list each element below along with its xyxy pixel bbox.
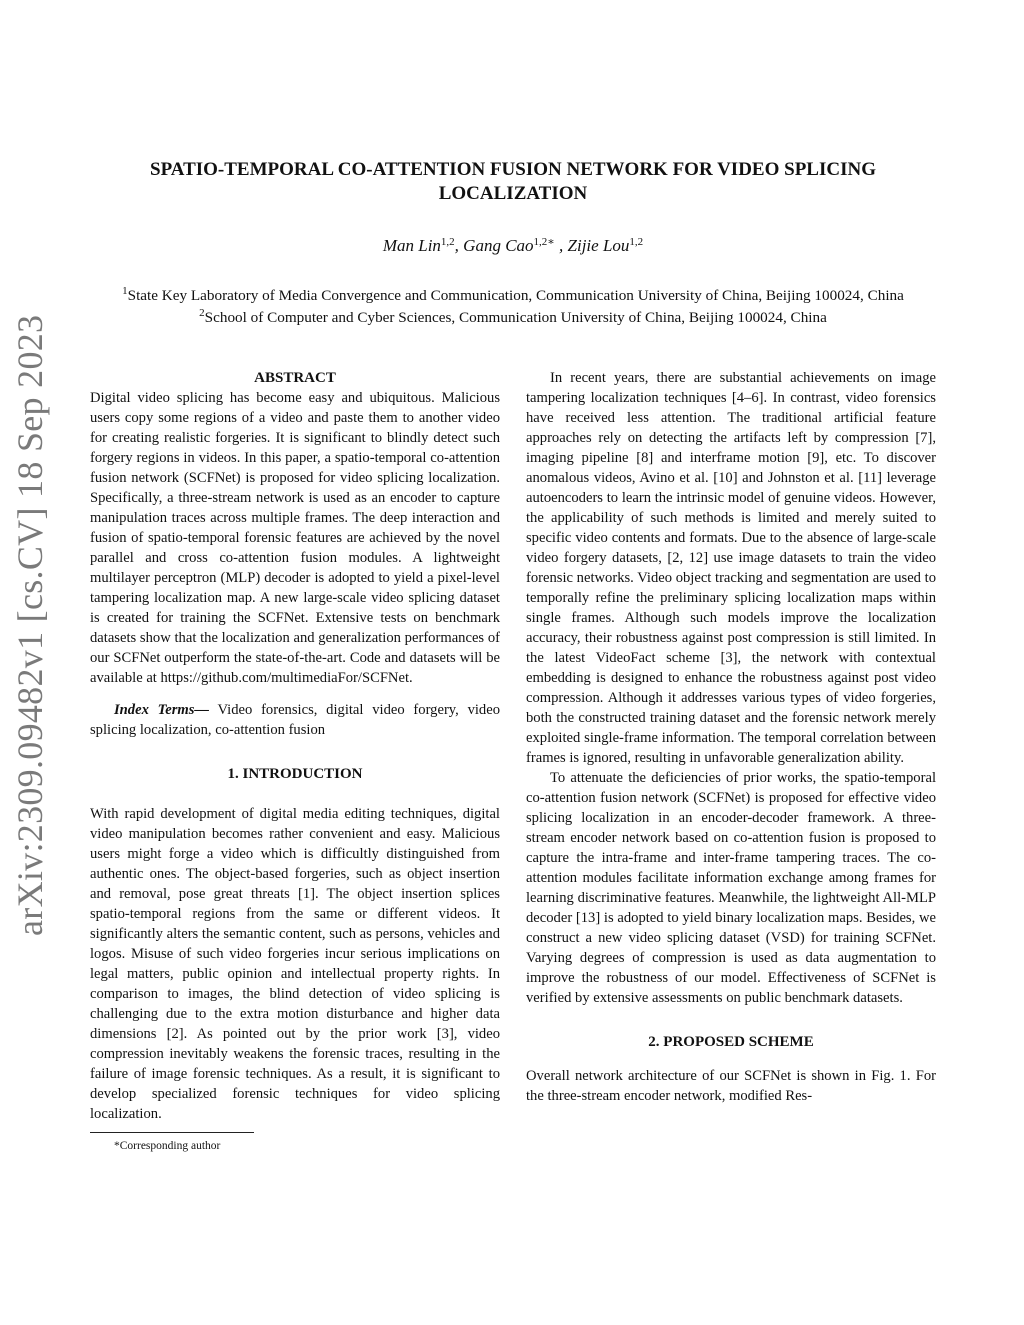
proposed-scheme-heading: 2. PROPOSED SCHEME — [648, 1034, 814, 1050]
introduction-paragraph: To attenuate the deficiencies of prior works, the spatio-temporal co-attention fusion network (SCFNet) is proposed for effective video splicing localization in an encoder-decoder framework. A three-stream encoder network based on co-attention fusion is proposed to capture the intra-frame and inter-frame tampering traces. The co-attention modules facilitate information exchange among frames for learning discriminative features. Meanwhile, the lightweight All-MLP decoder [13] is adopted to yield binary localization maps. Besides, we construct a new video splicing dataset (VSD) for training SCFNet. Varying degrees of compression is used as data augmentation to improve the robustness of our model. Effectiveness of SCFNet is verified by extensive assessments on public benchmark datasets. — [526, 770, 936, 1006]
introduction-paragraph: In recent years, there are substantial achievements on image tampering localization techniques [4–6]. In contrast, video forensics have received less attention. The traditional artificial feature approaches rely on detecting the artifacts left by compression [7], imaging pipeline [8] and interframe motion [9], etc. To discover anomalous videos, Avino et al. [10] and Johnston et al. [11] leverage autoencoders to learn the intrinsic model of genuine videos. However, the applicability of such methods is limited and merely suited to specific video contents and formats. Due to the absence of large-scale video forgery datasets, [2, 12] use image datasets to train the video forensic networks. Video object tracking and segmentation are used to temporally refine the preliminary splicing localization maps within single frames. Although such models improve the localization accuracy, their robustness against post compression is still limited. In the latest VideoFact scheme [3], the network with contextual embedding is designed to enhance the robustness against post video compression. Although it addresses various types of video forgeries, both the constructed training dataset and the forensic network merely exploited single-frame information. The temporal correlation between frames is ignored, resulting in unfavorable generalization ability. — [526, 370, 936, 766]
introduction-paragraph: With rapid development of digital media editing techniques, digital video manipulation becomes rather convenient and easy. Malicious users might forge a video which is difficultly distinguished from authentic ones. The object-based forgeries, such as object insertion and removal, pose great threats [1]. The object insertion splices spatio-temporal regions from the same or different videos. It significantly alters the semantic content, such as persons, vehicles and logos. Misuse of such video forgeries incur serious implications on legal matters, public opinion and intellectual property rights. In comparison to images, the blind detection of video splicing is challenging due to the extra motion disturbance and higher data dimensions [2]. As pointed out by the prior work [3], video compression inevitably weakens the forensic traces, resulting in the failure of image forensic techniques. As a result, it is significant to develop specialized forensic techniques for video splicing localization. — [90, 806, 500, 1122]
author-affiliation-mark: 1,2 — [440, 236, 455, 248]
author-list — [90, 230, 936, 258]
affiliation-mark: 2 — [199, 307, 205, 319]
proposed-scheme-paragraph: Overall network architecture of our SCFNet is shown in Fig. 1. For the three-stream encoder network, modified Res- — [526, 1068, 936, 1104]
author-affiliation-mark: 1,2 — [629, 236, 644, 248]
right-column — [526, 368, 936, 1106]
author-separator: , — [454, 236, 464, 255]
index-terms-label: Index Terms— — [114, 702, 209, 718]
abstract-heading: ABSTRACT — [254, 370, 336, 386]
left-column — [90, 368, 500, 1153]
paper-title: SPATIO-TEMPORAL CO-ATTENTION FUSION NETWORK FOR VIDEO SPLICING LOCALIZATION — [150, 159, 876, 204]
affiliation-text: School of Computer and Cyber Sciences, Communication University of China, Beijing 100024, China — [204, 309, 827, 326]
index-terms — [90, 700, 500, 740]
arxiv-identifier: arXiv:2309.09482v1 [cs.CV] 18 Sep 2023 — [10, 314, 50, 936]
corresponding-author-footnote: *Corresponding author — [114, 1140, 221, 1152]
affiliation-text: State Key Laboratory of Media Convergence and Communication, Communication University of China, Beijing 100024, China — [127, 287, 904, 304]
affiliation — [60, 303, 966, 328]
author-affiliation-mark: 1,2∗ — [533, 236, 555, 248]
affiliation-mark: 1 — [122, 285, 128, 297]
footnote-divider — [90, 1132, 254, 1133]
introduction-heading: 1. INTRODUCTION — [227, 766, 363, 782]
author-name: Zijie Lou — [567, 236, 630, 255]
author-separator: , — [554, 236, 568, 255]
author-name: Gang Cao — [463, 236, 534, 255]
index-terms-text: Video forensics, digital video forgery, video splicing localization, co-attention fusion — [90, 702, 501, 738]
abstract-text: Digital video splicing has become easy and ubiquitous. Malicious users copy some regions of a video and paste them to another video for creating realistic forgeries. It is significant to blindly detect such forgery regions in videos. In this paper, a spatio-temporal co-attention fusion network (SCFNet) is proposed for video splicing localization. Specifically, a three-stream network is used as an encoder to capture manipulation traces across multiple frames. The deep interaction and fusion of spatio-temporal forensic features are achieved by the novel parallel and cross co-attention fusion modules. A lightweight multilayer perceptron (MLP) decoder is adopted to yield a pixel-level tampering localization map. A new large-scale video splicing dataset is created for training the SCFNet. Extensive tests on benchmark datasets show that the localization and generalization performances of our SCFNet outperform the state-of-the-art. Code and datasets will be available at https://github.com/multimediaFor/SCFNet. — [90, 390, 500, 686]
author-name: Man Lin — [382, 236, 441, 255]
